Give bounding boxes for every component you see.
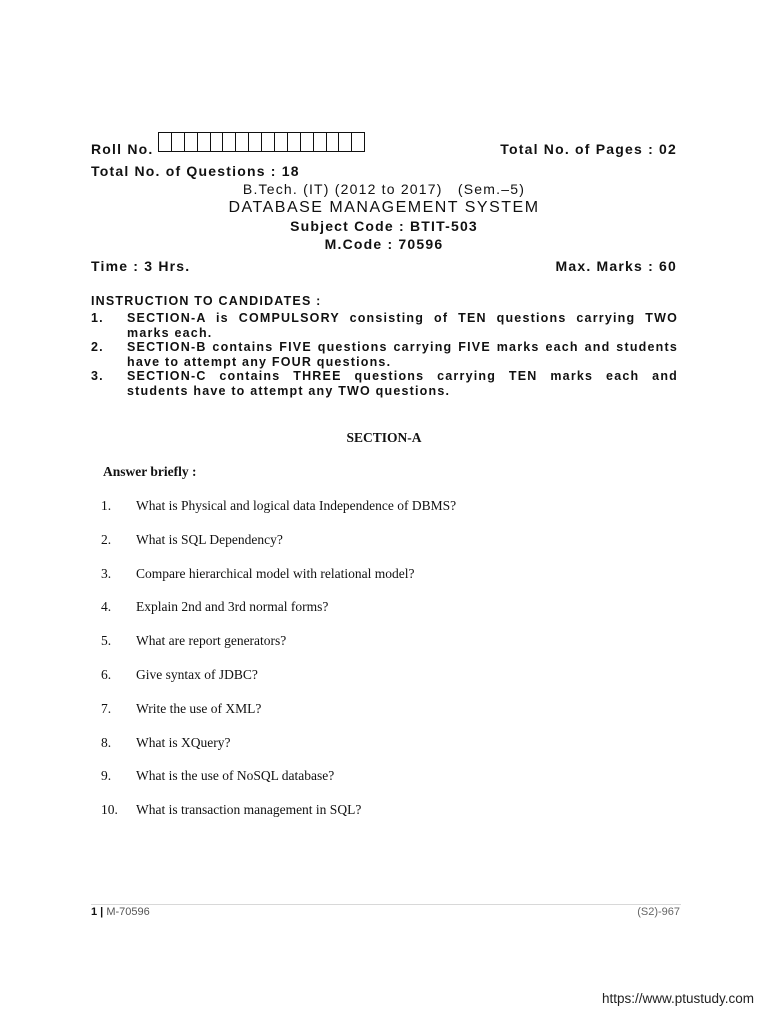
subject-title: DATABASE MANAGEMENT SYSTEM [228, 199, 540, 216]
question-item [101, 599, 456, 633]
footer-divider [91, 904, 681, 905]
question-number: 10. [101, 802, 118, 818]
question-item [101, 768, 456, 802]
footer-m-code: M-70596 [106, 906, 150, 918]
footer-paper-code: (S2)-967 [637, 906, 680, 918]
question-number: 3. [101, 565, 112, 581]
question-item [101, 701, 456, 735]
roll-no-box [262, 132, 275, 152]
roll-no-label: Roll No. [91, 141, 154, 157]
question-item [101, 566, 456, 600]
footer-separator: | [97, 906, 107, 918]
total-questions: Total No. of Questions : 18 [91, 163, 300, 179]
roll-no-box [314, 132, 327, 152]
roll-no-box [211, 132, 224, 152]
roll-no-boxes [158, 132, 365, 152]
section-a-heading: SECTION-A [346, 430, 422, 445]
roll-no-box [223, 132, 236, 152]
instruction-item [91, 369, 678, 398]
question-list [101, 498, 456, 836]
m-code: M.Code : 70596 [324, 236, 444, 252]
instruction-text: SECTION-A is COMPULSORY consisting of TEN questions carrying TWO marks each. [127, 311, 678, 340]
question-text: Explain 2nd and 3rd normal forms? [136, 599, 329, 615]
question-number: 7. [101, 700, 112, 716]
question-number: 1. [101, 498, 112, 513]
question-item [101, 498, 456, 532]
watermark-url: https://www.ptustudy.com [601, 991, 754, 1006]
total-pages: Total No. of Pages : 02 [500, 141, 677, 157]
roll-no-box [339, 132, 352, 152]
course-line: B.Tech. (IT) (2012 to 2017) (Sem.–5) [242, 181, 526, 197]
instructions-list [91, 311, 678, 398]
footer-page-info [91, 906, 150, 918]
time-allowed: Time : 3 Hrs. [91, 258, 191, 274]
question-text: Write the use of XML? [136, 700, 262, 716]
question-item [101, 667, 456, 701]
roll-no-box [249, 132, 262, 152]
question-text: What is SQL Dependency? [136, 531, 283, 547]
instruction-text: SECTION-C contains THREE questions carrying TEN marks each and students have to attempt any TWO questions. [127, 369, 678, 398]
roll-no-box [327, 132, 340, 152]
roll-no-box [159, 132, 172, 152]
question-item [101, 735, 456, 769]
question-number: 5. [101, 633, 112, 649]
question-text: What is XQuery? [136, 734, 231, 750]
question-number: 8. [101, 734, 112, 750]
instruction-item [91, 340, 678, 369]
question-text: What is Physical and logical data Independence of DBMS? [136, 498, 457, 513]
answer-briefly-label: Answer briefly : [103, 464, 197, 479]
question-number: 4. [101, 599, 112, 615]
roll-no-box [288, 132, 301, 152]
question-text: What is the use of NoSQL database? [136, 768, 335, 784]
question-item [101, 532, 456, 566]
instruction-text: SECTION-B contains FIVE questions carrying FIVE marks each and students have to attempt any FOUR questions. [127, 340, 678, 369]
question-number: 6. [101, 666, 112, 682]
roll-no-box [301, 132, 314, 152]
roll-no-box [275, 132, 288, 152]
instruction-item [91, 311, 678, 340]
question-item [101, 802, 456, 836]
question-number: 9. [101, 768, 112, 784]
question-text: Give syntax of JDBC? [136, 666, 258, 682]
question-text: What is transaction management in SQL? [136, 802, 362, 818]
roll-no-box [198, 132, 211, 152]
instruction-number: 3. [91, 369, 104, 383]
roll-no-box [352, 132, 365, 152]
question-number: 2. [101, 531, 112, 547]
subject-code: Subject Code : BTIT-503 [290, 218, 478, 234]
instruction-number: 1. [91, 311, 104, 325]
instruction-number: 2. [91, 340, 104, 354]
roll-no-box [172, 132, 185, 152]
instructions-title: INSTRUCTION TO CANDIDATES : [91, 294, 322, 308]
roll-no-box [236, 132, 249, 152]
footer-page-number: 1 [91, 906, 98, 918]
max-marks: Max. Marks : 60 [555, 258, 677, 274]
question-item [101, 633, 456, 667]
roll-no-box [185, 132, 198, 152]
question-text: What are report generators? [136, 633, 287, 649]
question-text: Compare hierarchical model with relational model? [136, 565, 415, 581]
